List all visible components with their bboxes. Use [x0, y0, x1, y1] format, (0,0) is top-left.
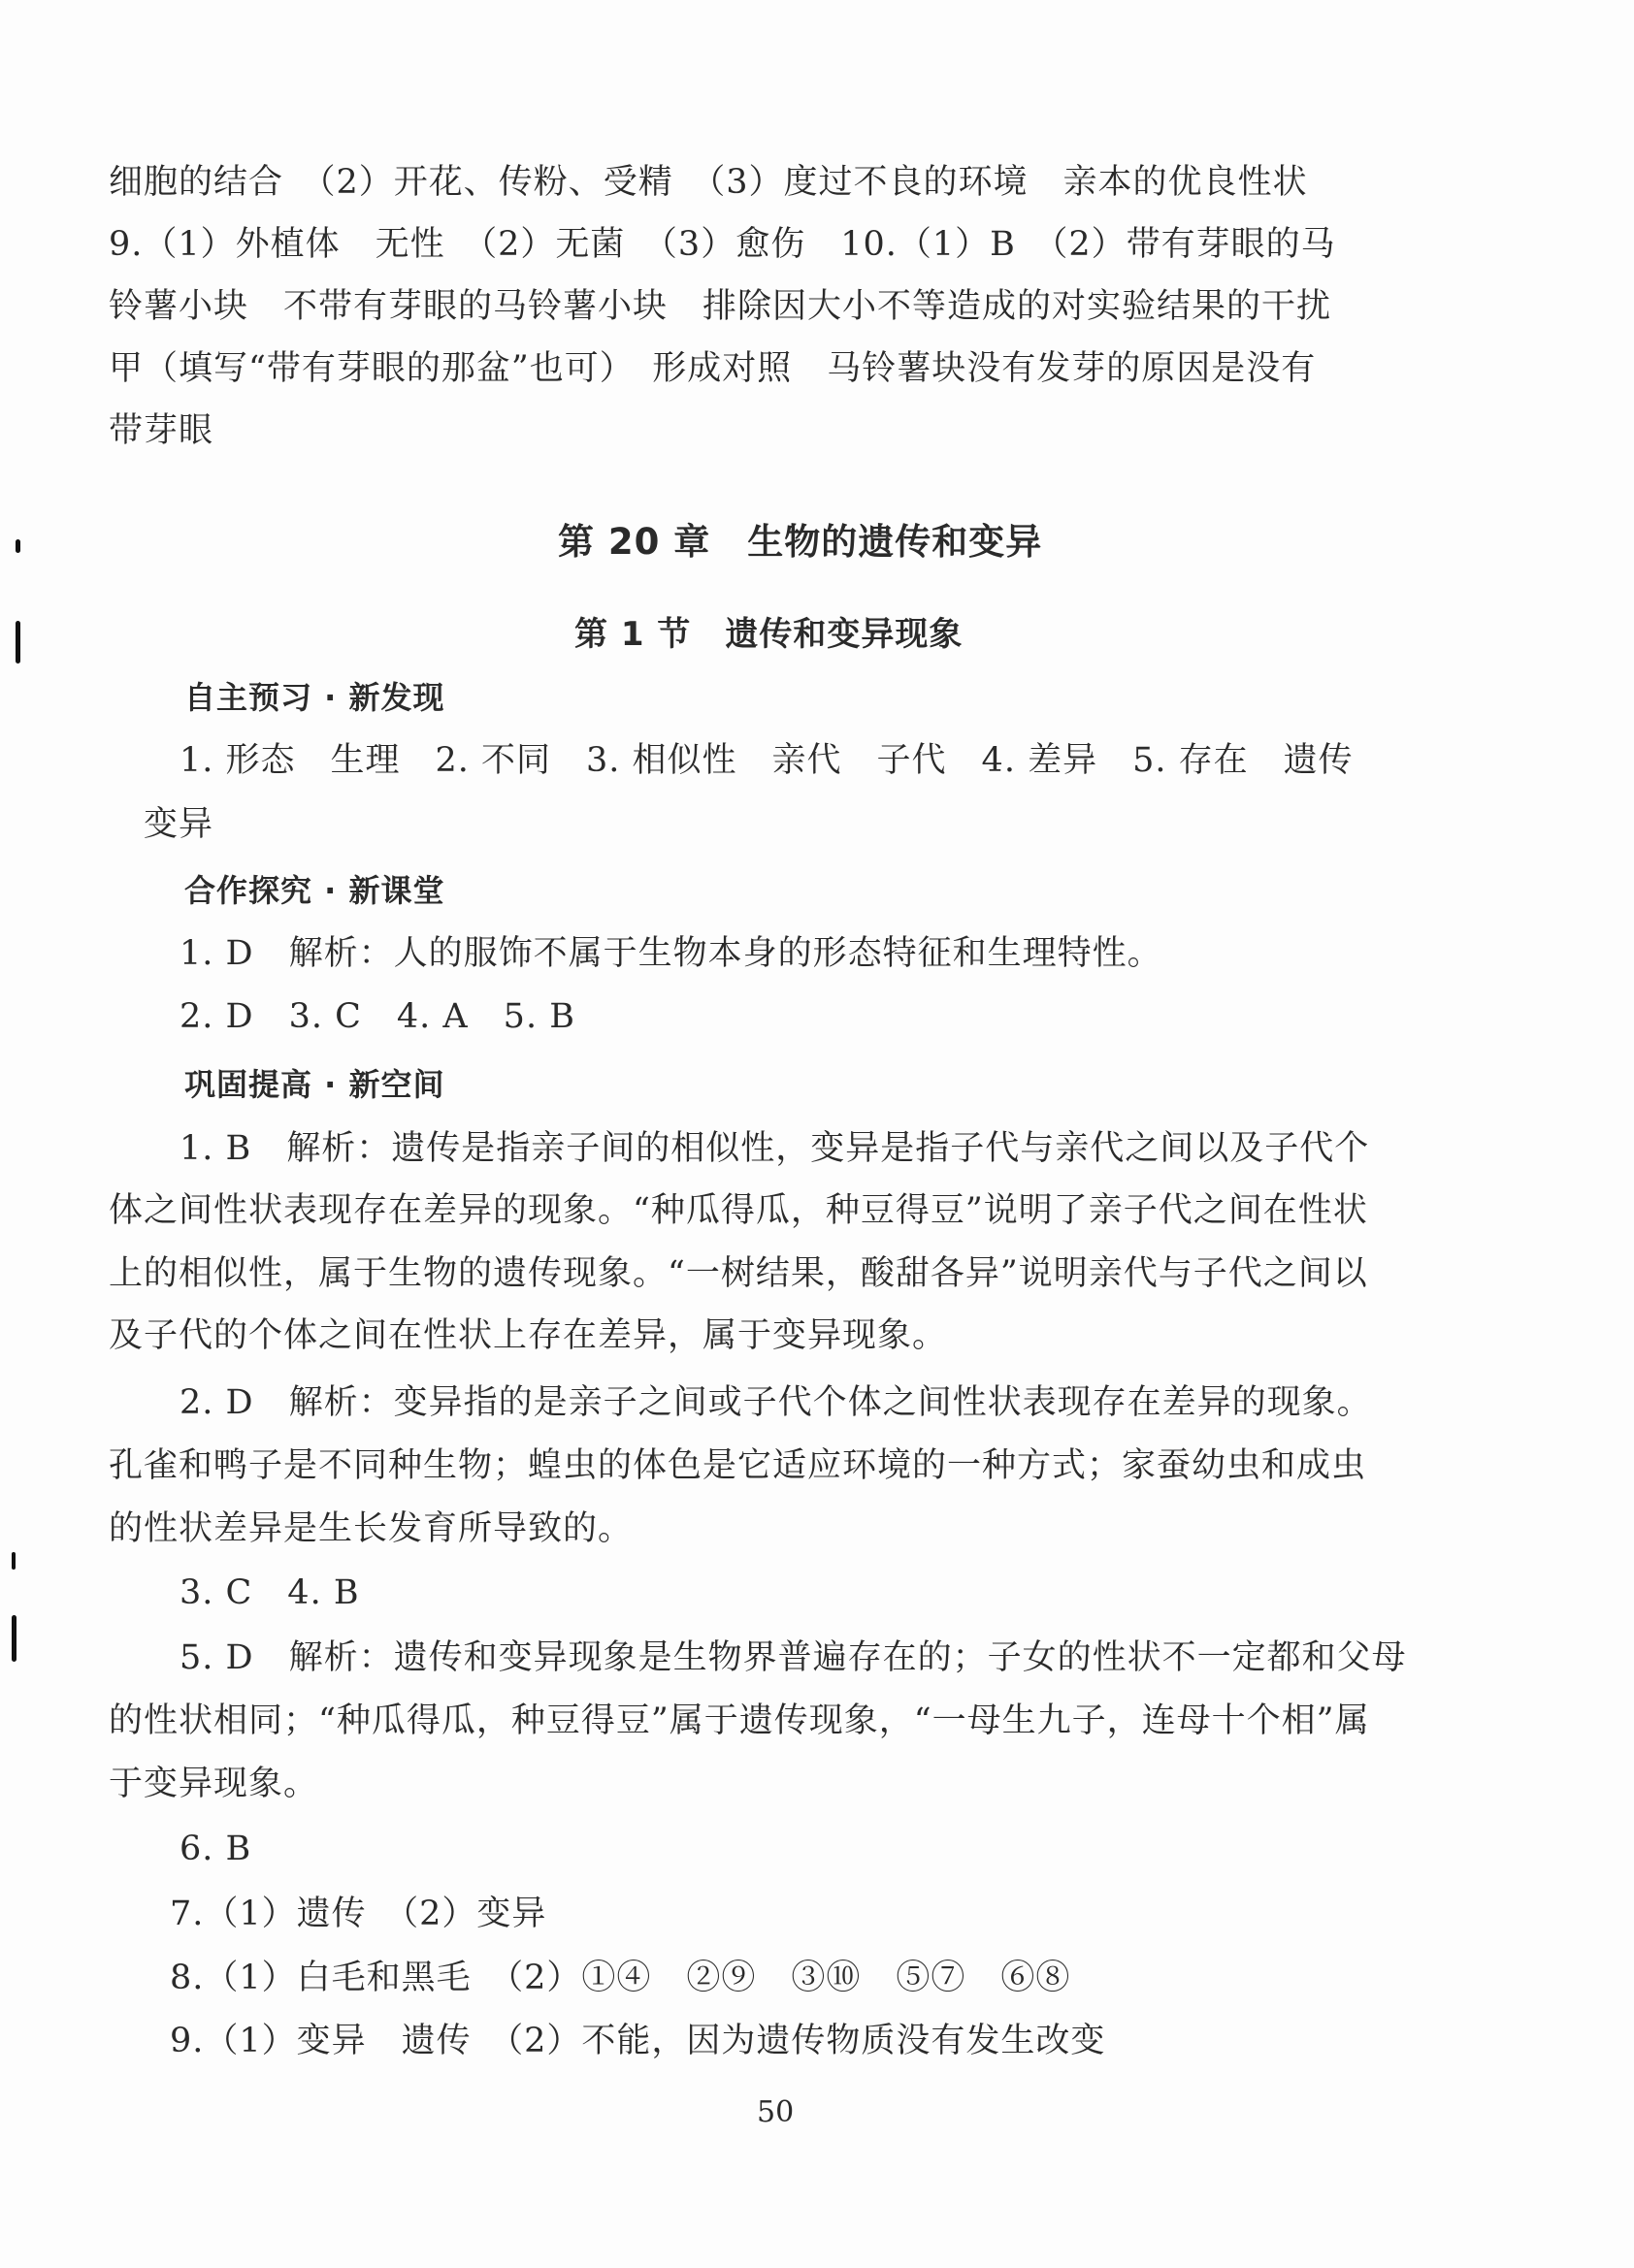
text-line: 2. D 3. C 4. A 5. B — [180, 997, 575, 1036]
page-number: 50 — [757, 2095, 795, 2129]
text-line: 7.（1）遗传 （2）变异 — [170, 1895, 547, 1933]
text-line: 9.（1）外植体 无性 （2）无菌 （3）愈伤 10.（1）B （2）带有芽眼的马 — [109, 225, 1336, 264]
scan-mark — [16, 621, 20, 664]
text-line: 变异 — [144, 805, 214, 844]
text-line: 于变异现象。 — [109, 1765, 319, 1803]
explore-heading: 合作探究 · 新课堂 — [184, 872, 445, 909]
text-line: 及子代的个体之间在性状上存在差异，属于变异现象。 — [109, 1316, 948, 1355]
text-line: 1. 形态 生理 2. 不同 3. 相似性 亲代 子代 4. 差异 5. 存在 遗传 — [180, 741, 1354, 780]
text-line: 2. D 解析：变异指的是亲子之间或子代个体之间性状表现存在差异的现象。 — [180, 1383, 1372, 1422]
text-line: 孔雀和鸭子是不同种生物；蝗虫的体色是它适应环境的一种方式；家蚕幼虫和成虫 — [109, 1446, 1367, 1485]
text-line: 9.（1）变异 遗传 （2）不能，因为遗传物质没有发生改变 — [170, 2022, 1106, 2060]
text-line: 甲（填写“带有芽眼的那盆”也可） 形成对照 马铃薯块没有发芽的原因是没有 — [109, 349, 1317, 388]
scan-mark — [16, 539, 20, 553]
text-line: 1. B 解析：遗传是指亲子间的相似性，变异是指子代与亲代之间以及子代个 — [180, 1129, 1370, 1168]
chapter-title: 第 20 章 生物的遗传和变异 — [558, 521, 1043, 563]
section-title: 第 1 节 遗传和变异现象 — [574, 615, 964, 654]
text-line: 细胞的结合 （2）开花、传粉、受精 （3）度过不良的环境 亲本的优良性状 — [109, 163, 1308, 202]
text-line: 上的相似性，属于生物的遗传现象。“一树结果，酸甜各异”说明亲代与子代之间以 — [109, 1254, 1368, 1293]
text-line: 8.（1）白毛和黑毛 （2）①④ ②⑨ ③⑩ ⑤⑦ ⑥⑧ — [170, 1959, 1071, 1997]
preview-heading: 自主预习 · 新发现 — [184, 679, 445, 716]
text-line: 体之间性状表现存在差异的现象。“种瓜得瓜，种豆得豆”说明了亲子代之间在性状 — [109, 1191, 1368, 1230]
text-line: 带芽眼 — [109, 411, 214, 450]
text-line: 1. D 解析：人的服饰不属于生物本身的形态特征和生理特性。 — [180, 934, 1162, 973]
consolidate-heading: 巩固提高 · 新空间 — [184, 1066, 445, 1103]
text-line: 的性状相同；“种瓜得瓜，种豆得豆”属于遗传现象，“一母生九子，连母十个相”属 — [109, 1701, 1370, 1740]
text-line: 铃薯小块 不带有芽眼的马铃薯小块 排除因大小不等造成的对实验结果的干扰 — [109, 287, 1332, 326]
text-line: 3. C 4. B — [180, 1573, 360, 1612]
text-line: 5. D 解析：遗传和变异现象是生物界普遍存在的；子女的性状不一定都和父母 — [180, 1638, 1407, 1677]
scan-mark — [12, 1552, 16, 1570]
text-line: 6. B — [180, 1830, 252, 1868]
scan-mark — [12, 1615, 16, 1662]
text-line: 的性状差异是生长发育所导致的。 — [109, 1509, 634, 1548]
